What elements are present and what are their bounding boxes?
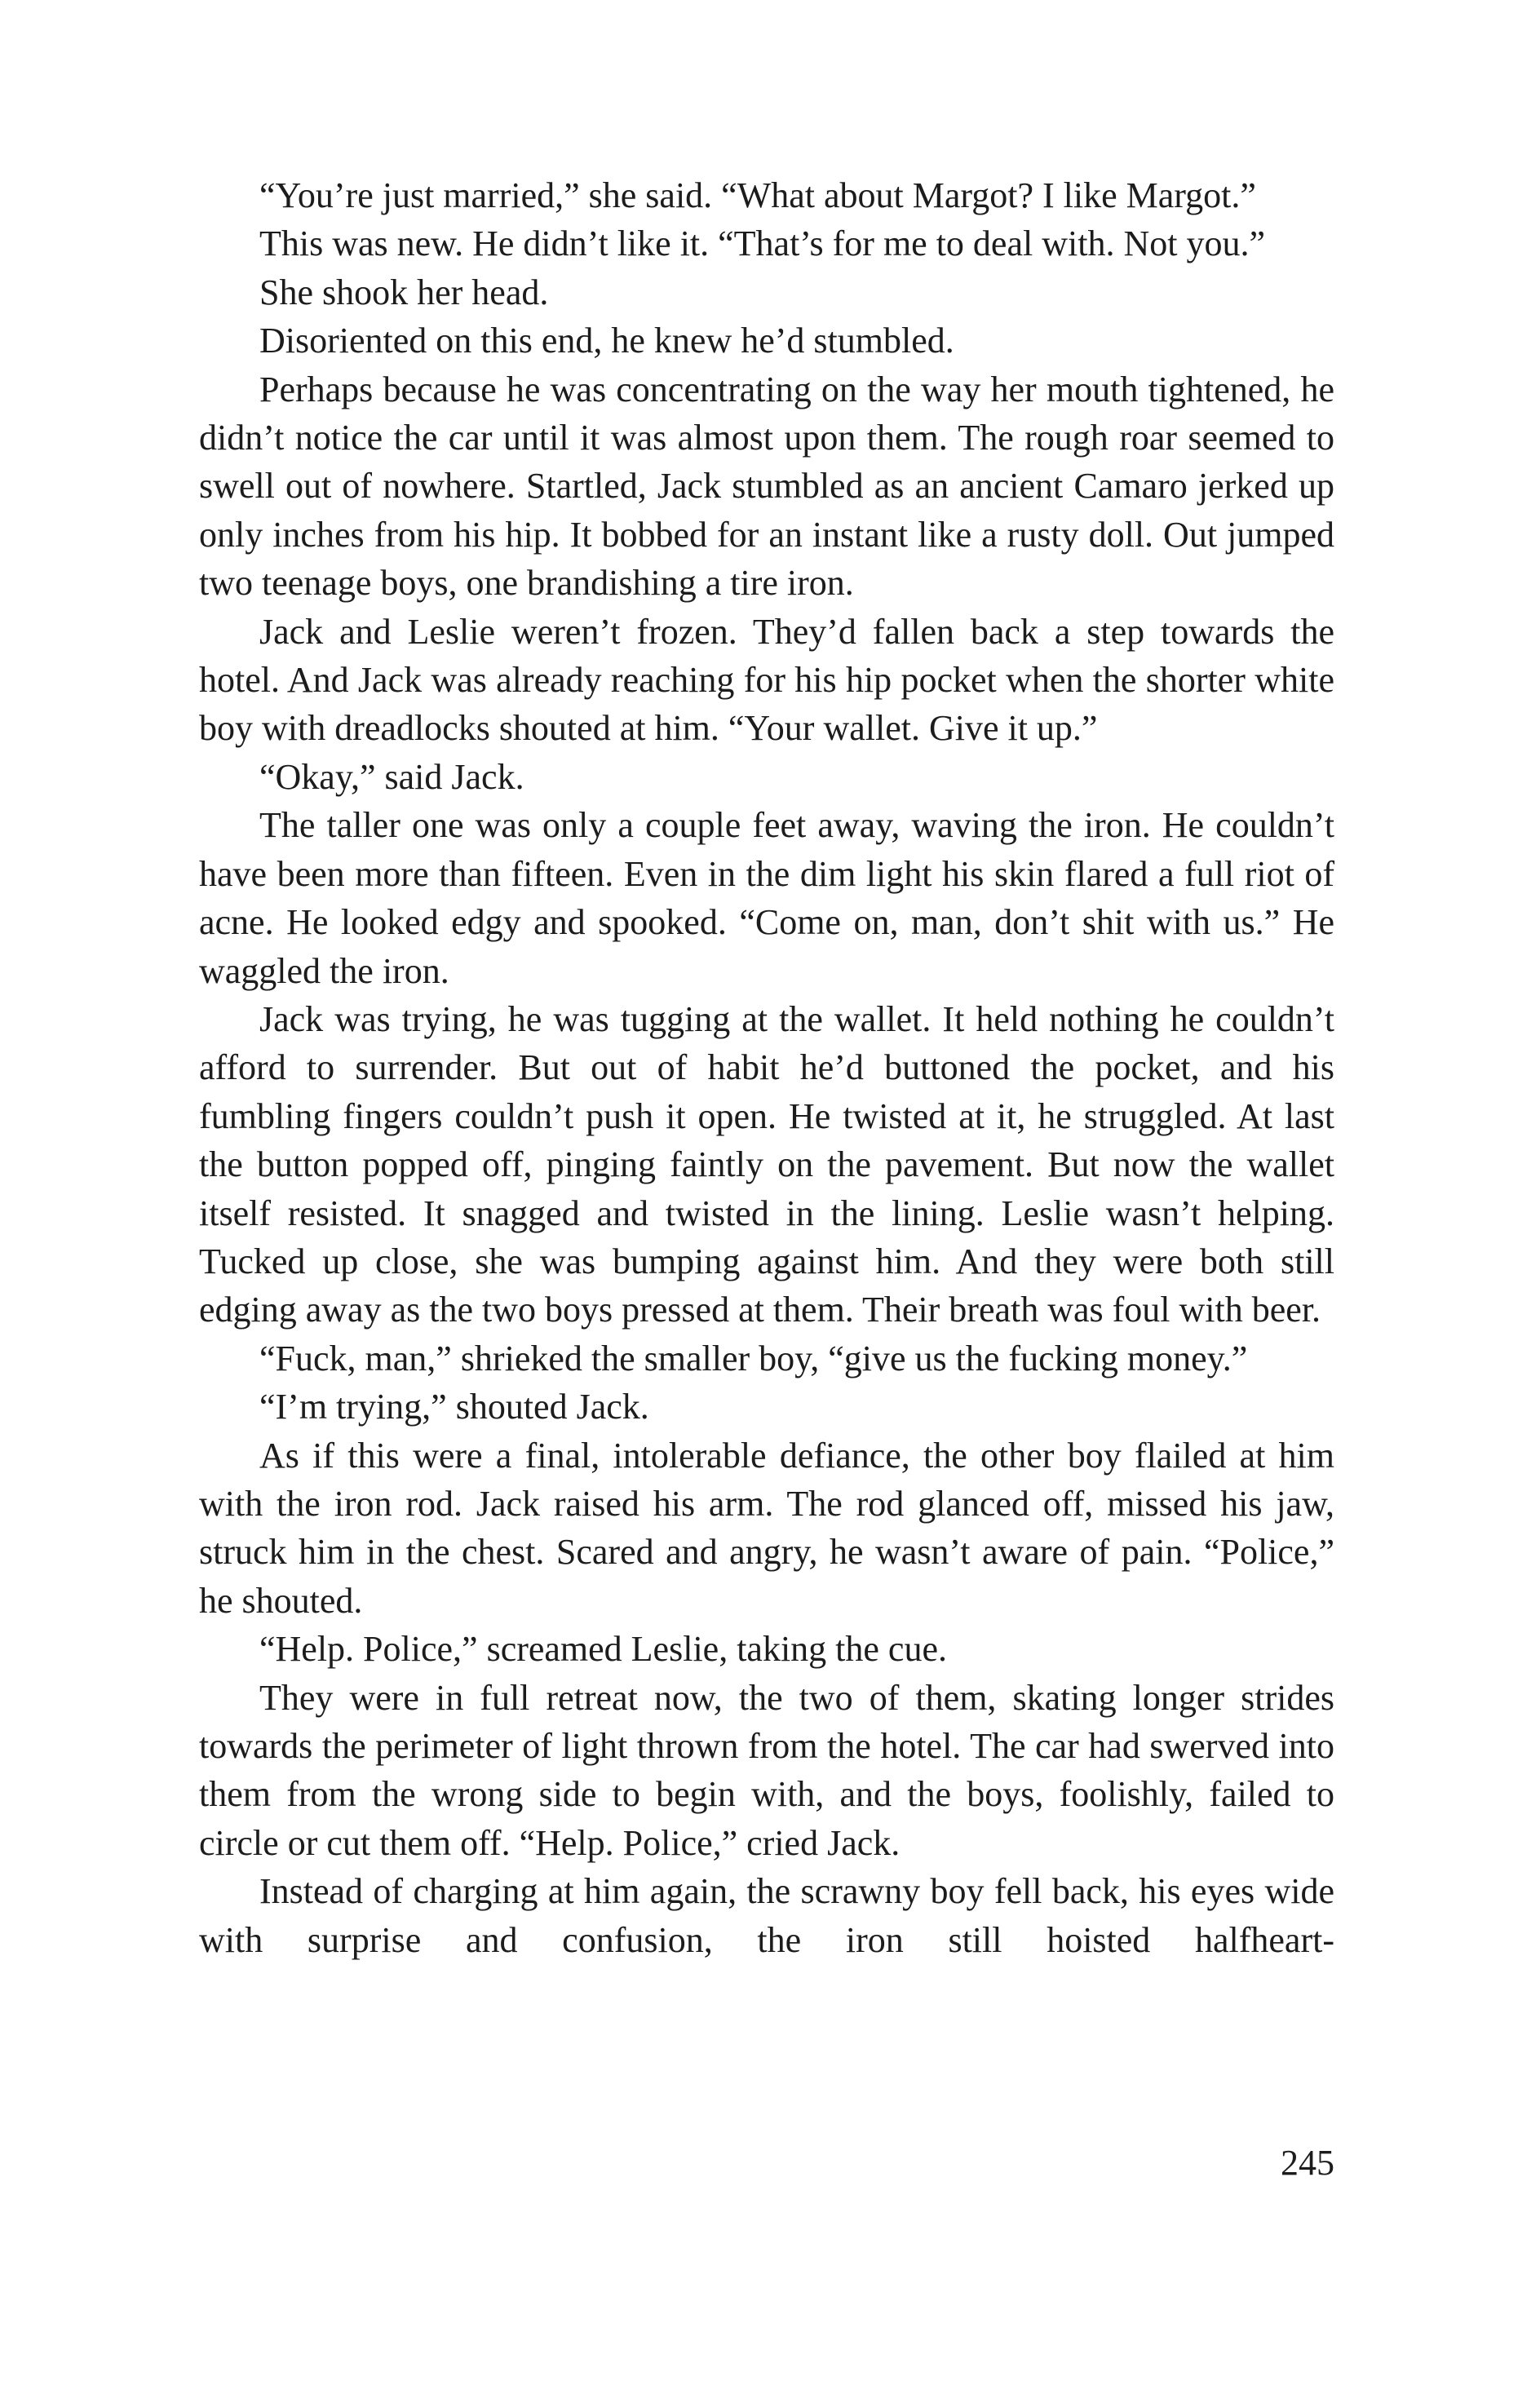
- paragraph: “You’re just married,” she said. “What about Margot? I like Margot.”: [259, 175, 1256, 215]
- paragraph: Perhaps because he was concentrating on the way her mouth tightened, he didn’t notice the car until it was almost upon them. The rough roar seemed to swell out of nowhere. Startled, Jack stumbled as an ancient Camaro jerked up only inches from his hip. It bobbed for an instant like a rusty doll. Out jumped two teenage boys, one brandishing a tire iron.: [199, 369, 1334, 604]
- paragraph: The taller one was only a couple feet away, waving the iron. He couldn’t have been more than fifteen. Even in the dim light his skin flared a full riot of acne. He looked edgy and spooked. “Come on, man, don’t shit with us.” He waggled the iron.: [199, 805, 1334, 991]
- paragraph: Disoriented on this end, he knew he’d stumbled.: [259, 321, 954, 361]
- paragraph-continued: Instead of charging at him again, the scrawny boy fell back, his eyes wide with surprise and confusion, the iron still hoisted halfheart-: [199, 1871, 1334, 1960]
- paragraph: Jack and Leslie weren’t frozen. They’d fallen back a step towards the hotel. And Jack was already reaching for his hip pocket when the shorter white boy with dreadlocks shouted at him. “Your wallet. Give it up.”: [199, 611, 1334, 749]
- paragraph: She shook her head.: [259, 272, 549, 312]
- page-number: 245: [1281, 2143, 1334, 2183]
- paragraph: “I’m trying,” shouted Jack.: [259, 1387, 649, 1427]
- paragraph: This was new. He didn’t like it. “That’s for me to deal with. Not you.”: [259, 223, 1265, 264]
- body-text: [199, 171, 1334, 1964]
- paragraph: “Okay,” said Jack.: [259, 756, 524, 797]
- paragraph: “Fuck, man,” shrieked the smaller boy, “give us the fucking money.”: [259, 1338, 1248, 1378]
- paragraph: Jack was trying, he was tugging at the wallet. It held nothing he couldn’t afford to surrender. But out of habit he’d buttoned the pocket, and his fumbling fingers couldn’t push it open. He twisted at it, he struggled. At last the button popped off, pinging faintly on the pavement. But now the wallet itself resisted. It snagged and twisted in the lining. Leslie wasn’t helping. Tucked up close, she was bumping against him. And they were both still edging away as the two boys pressed at them. Their breath was foul with beer.: [199, 998, 1334, 1330]
- paragraph: As if this were a final, intolerable defiance, the other boy flailed at him with the iron rod. Jack raised his arm. The rod glanced off, missed his jaw, struck him in the chest. Scared and angry, he wasn’t aware of pain. “Police,” he shouted.: [199, 1435, 1334, 1621]
- paragraph: “Help. Police,” screamed Leslie, taking the cue.: [259, 1629, 947, 1670]
- paragraph: They were in full retreat now, the two of them, skating longer strides towards the perimeter of light thrown from the hotel. The car had swerved into them from the wrong side to begin with, and the boys, foolishly, failed to circle or cut them off. “Help. Police,” cried Jack.: [199, 1677, 1334, 1863]
